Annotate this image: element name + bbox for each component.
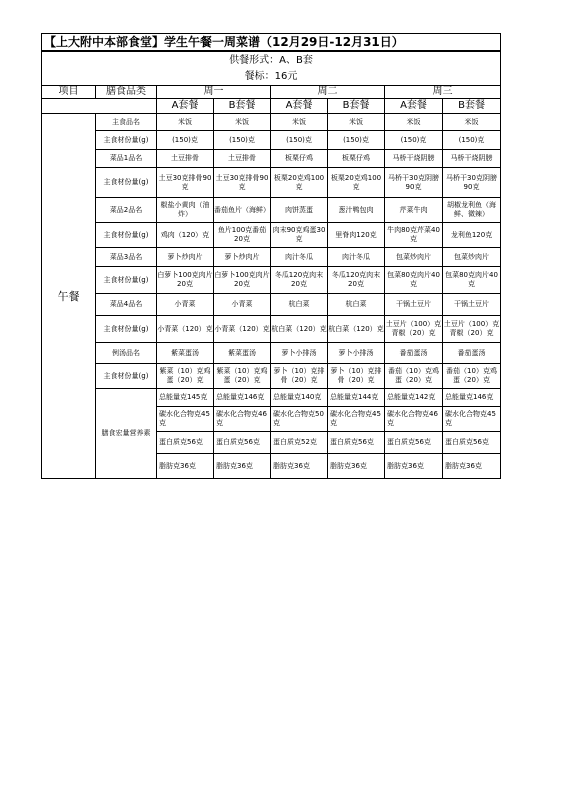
menu-cell: 肉汁冬瓜 xyxy=(271,248,328,267)
row-label: 主食材份量(g) xyxy=(96,223,157,248)
menu-cell: 萝卜小排汤 xyxy=(271,343,328,364)
menu-cell: 板栗仔鸡 xyxy=(271,150,328,168)
menu-row xyxy=(42,364,501,389)
menu-cell: 米饭 xyxy=(385,114,443,131)
menu-cell: 板栗仔鸡 xyxy=(328,150,385,168)
menu-cell: 紫菜蛋汤 xyxy=(157,343,214,364)
header-day-2: 周二 xyxy=(271,86,385,99)
menu-row xyxy=(42,150,501,168)
nutrition-cell: 碳水化合物克45克 xyxy=(157,407,214,432)
nutrition-cell: 总能量克146克 xyxy=(443,389,501,407)
menu-cell: (150)克 xyxy=(271,131,328,150)
menu-cell: 小青菜（120）克 xyxy=(157,316,214,343)
menu-cell: 土豆片（100）克青椒（20）克 xyxy=(385,316,443,343)
row-label: 主食材份量(g) xyxy=(96,168,157,198)
menu-cell: 米饭 xyxy=(214,114,271,131)
header-day-3: 周三 xyxy=(385,86,501,99)
nutrition-cell: 总能量克146克 xyxy=(214,389,271,407)
nutrition-label: 膳食宏量营养素 xyxy=(96,389,157,479)
set-header: A套餐 xyxy=(271,99,328,114)
nutrition-cell: 脂肪克36克 xyxy=(385,454,443,479)
menu-cell: 小青菜 xyxy=(214,294,271,316)
nutrition-cell: 总能量克145克 xyxy=(157,389,214,407)
row-label: 菜品4品名 xyxy=(96,294,157,316)
menu-cell: 萝卜（10）克排骨（20）克 xyxy=(328,364,385,389)
menu-cell: 板栗20克鸡100克 xyxy=(271,168,328,198)
nutrition-cell: 脂肪克36克 xyxy=(328,454,385,479)
nutrition-cell: 脂肪克36克 xyxy=(157,454,214,479)
set-header: B套餐 xyxy=(328,99,385,114)
menu-cell: 冬瓜120克肉末20克 xyxy=(328,267,385,294)
menu-cell: 里脊肉120克 xyxy=(328,223,385,248)
nutrition-cell: 蛋白质克56克 xyxy=(443,432,501,454)
menu-cell: 肉饼蒸蛋 xyxy=(271,198,328,223)
menu-cell: (150)克 xyxy=(157,131,214,150)
menu-cell: 芹菜牛肉 xyxy=(385,198,443,223)
row-label: 主食品名 xyxy=(96,114,157,131)
menu-cell: 杭白菜 xyxy=(271,294,328,316)
menu-cell: 马桥干30克阴膀90克 xyxy=(443,168,501,198)
menu-row xyxy=(42,131,501,150)
nutrition-cell: 碳水化合物克45克 xyxy=(328,407,385,432)
menu-cell: 番茄蛋汤 xyxy=(443,343,501,364)
menu-cell: 鸡肉（120）克 xyxy=(157,223,214,248)
nutrition-cell: 总能量克144克 xyxy=(328,389,385,407)
menu-cell: 小青菜（120）克 xyxy=(214,316,271,343)
set-header: A套餐 xyxy=(385,99,443,114)
menu-cell: 白萝卜100克肉片20克 xyxy=(214,267,271,294)
row-label: 菜品2品名 xyxy=(96,198,157,223)
menu-cell: 萝卜（10）克排骨（20）克 xyxy=(271,364,328,389)
menu-cell: 土豆排骨 xyxy=(157,150,214,168)
menu-cell: 番茄鱼片（海鲜） xyxy=(214,198,271,223)
nutrition-cell: 蛋白质克56克 xyxy=(214,432,271,454)
row-label: 主食材份量(g) xyxy=(96,364,157,389)
header-blank xyxy=(42,99,157,114)
meal-standard: 餐标：16元 xyxy=(42,68,501,86)
menu-cell: 杭白菜 xyxy=(328,294,385,316)
menu-cell: 马桥干30克阴膀90克 xyxy=(385,168,443,198)
header-category: 膳食品类 xyxy=(96,86,157,99)
menu-row xyxy=(42,223,501,248)
menu-cell: 紫菜蛋汤 xyxy=(214,343,271,364)
menu-cell: 紫菜（10）克鸡蛋（20）克 xyxy=(157,364,214,389)
menu-cell: 米饭 xyxy=(157,114,214,131)
nutrition-cell: 总能量克140克 xyxy=(271,389,328,407)
menu-cell: 胡椒龙利鱼（海鲜、微辣） xyxy=(443,198,501,223)
menu-cell: (150)克 xyxy=(385,131,443,150)
nutrition-cell: 脂肪克36克 xyxy=(271,454,328,479)
menu-row xyxy=(42,114,501,131)
menu-cell: 包菜炒肉片 xyxy=(443,248,501,267)
menu-cell: 干锅土豆片 xyxy=(385,294,443,316)
menu-cell: 紫菜（10）克鸡蛋（20）克 xyxy=(214,364,271,389)
menu-row xyxy=(42,294,501,316)
menu-cell: 土豆30克排骨90克 xyxy=(214,168,271,198)
menu-cell: 椒盐小黄肉（油炸） xyxy=(157,198,214,223)
nutrition-cell: 蛋白质克52克 xyxy=(271,432,328,454)
menu-cell: (150)克 xyxy=(443,131,501,150)
nutrition-cell: 碳水化合物克45克 xyxy=(443,407,501,432)
menu-cell: (150)克 xyxy=(214,131,271,150)
menu-cell: 土豆30克排骨90克 xyxy=(157,168,214,198)
menu-cell: 肉末90克鸡蛋30克 xyxy=(271,223,328,248)
nutrition-cell: 总能量克142克 xyxy=(385,389,443,407)
menu-cell: 萝卜炒肉片 xyxy=(157,248,214,267)
menu-cell: 番茄蛋汤 xyxy=(385,343,443,364)
service-format: 供餐形式：A、B套 xyxy=(42,51,501,68)
nutrition-cell: 碳水化合物克46克 xyxy=(214,407,271,432)
menu-row xyxy=(42,316,501,343)
menu-cell: 鱼片100克番茄20克 xyxy=(214,223,271,248)
menu-cell: 板栗20克鸡100克 xyxy=(328,168,385,198)
menu-cell: 米饭 xyxy=(443,114,501,131)
menu-cell: 米饭 xyxy=(271,114,328,131)
set-header: B套餐 xyxy=(443,99,501,114)
menu-cell: 土豆片（100）克青椒（20）克 xyxy=(443,316,501,343)
menu-cell: 番茄（10）克鸡蛋（20）克 xyxy=(385,364,443,389)
menu-cell: 包菜80克肉片40克 xyxy=(385,267,443,294)
nutrition-cell: 蛋白质克56克 xyxy=(157,432,214,454)
nutrition-cell: 蛋白质克56克 xyxy=(385,432,443,454)
menu-cell: 马桥干烧阴膀 xyxy=(385,150,443,168)
row-label: 例汤品名 xyxy=(96,343,157,364)
row-label: 主食材份量(g) xyxy=(96,267,157,294)
nutrition-cell: 脂肪克36克 xyxy=(214,454,271,479)
menu-cell: 杭白菜（120）克 xyxy=(271,316,328,343)
menu-cell: 萝卜小排汤 xyxy=(328,343,385,364)
menu-cell: 牛肉80克芹菜40克 xyxy=(385,223,443,248)
menu-cell: 包菜80克肉片40克 xyxy=(443,267,501,294)
menu-cell: 马桥干烧阴膀 xyxy=(443,150,501,168)
menu-row xyxy=(42,248,501,267)
menu-cell: (150)克 xyxy=(328,131,385,150)
meal-label: 午餐 xyxy=(42,114,96,479)
menu-cell: 包菜炒肉片 xyxy=(385,248,443,267)
nutrition-cell: 碳水化合物克50克 xyxy=(271,407,328,432)
menu-row xyxy=(42,343,501,364)
row-label: 菜品1品名 xyxy=(96,150,157,168)
menu-table xyxy=(41,33,501,479)
menu-cell: 番茄（10）克鸡蛋（20）克 xyxy=(443,364,501,389)
nutrition-cell: 碳水化合物克46克 xyxy=(385,407,443,432)
menu-row xyxy=(42,267,501,294)
set-header: A套餐 xyxy=(157,99,214,114)
menu-cell: 龙利鱼120克 xyxy=(443,223,501,248)
header-day-1: 周一 xyxy=(157,86,271,99)
menu-cell: 萝卜炒肉片 xyxy=(214,248,271,267)
menu-title: 【上大附中本部食堂】学生午餐一周菜谱（12月29日-12月31日） xyxy=(42,34,501,52)
menu-row xyxy=(42,198,501,223)
menu-cell: 杭白菜（120）克 xyxy=(328,316,385,343)
row-label: 主食材份量(g) xyxy=(96,131,157,150)
menu-cell: 白萝卜100克肉片20克 xyxy=(157,267,214,294)
nutrition-cell: 蛋白质克56克 xyxy=(328,432,385,454)
menu-cell: 干锅土豆片 xyxy=(443,294,501,316)
set-header: B套餐 xyxy=(214,99,271,114)
menu-cell: 土豆排骨 xyxy=(214,150,271,168)
nutrition-cell: 脂肪克36克 xyxy=(443,454,501,479)
menu-cell: 肉汁冬瓜 xyxy=(328,248,385,267)
menu-cell: 米饭 xyxy=(328,114,385,131)
row-label: 菜品3品名 xyxy=(96,248,157,267)
menu-cell: 小青菜 xyxy=(157,294,214,316)
row-label: 主食材份量(g) xyxy=(96,316,157,343)
nutrition-row xyxy=(42,389,501,407)
menu-cell: 冬瓜120克肉末20克 xyxy=(271,267,328,294)
header-item: 项目 xyxy=(42,86,96,99)
menu-cell: 葱汁鸭包肉 xyxy=(328,198,385,223)
menu-row xyxy=(42,168,501,198)
